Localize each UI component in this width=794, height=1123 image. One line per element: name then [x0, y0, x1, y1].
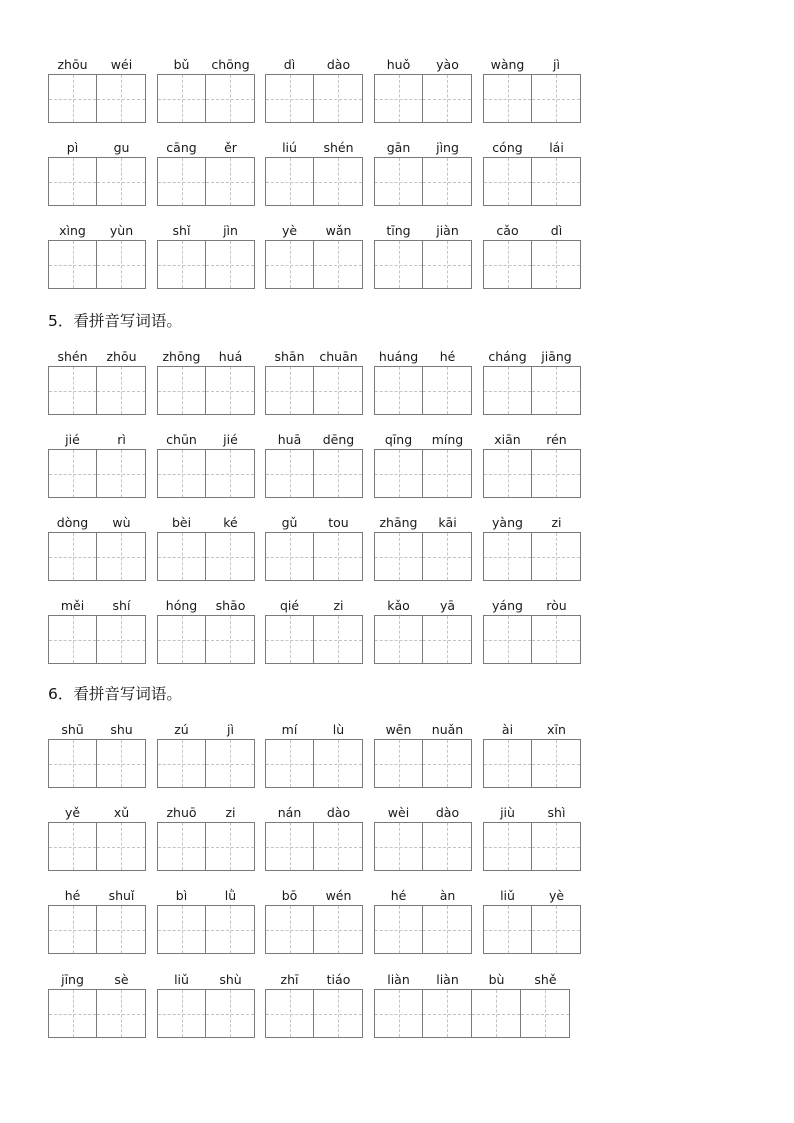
tianzige-cell[interactable] — [423, 905, 472, 954]
section-heading-2: 6．看拼音写词语。 — [48, 685, 182, 703]
pinyin-label: dòng — [56, 515, 89, 530]
tianzige-cell[interactable] — [97, 157, 146, 206]
pinyin-label: bō — [281, 888, 298, 903]
pinyin-label: yào — [436, 57, 459, 72]
pinyin-label: shù — [219, 972, 242, 987]
tianzige-cell[interactable] — [314, 532, 363, 581]
pinyin-label: wēn — [385, 722, 412, 737]
tianzige-cell[interactable] — [532, 532, 581, 581]
tianzige-cell[interactable] — [314, 157, 363, 206]
pinyin-label: zhōu — [106, 349, 137, 364]
pinyin-label: xìng — [59, 223, 86, 238]
pinyin-label: huā — [277, 432, 302, 447]
pinyin-label: hé — [439, 349, 456, 364]
tianzige-cell[interactable] — [157, 905, 206, 954]
tianzige-cell[interactable] — [423, 74, 472, 123]
pinyin-label: bù — [488, 972, 505, 987]
pinyin-label: shě — [534, 972, 557, 987]
pinyin-label: wéi — [110, 57, 133, 72]
tianzige-cell[interactable] — [157, 240, 206, 289]
tianzige-cell[interactable] — [532, 74, 581, 123]
tianzige-cell[interactable] — [265, 366, 314, 415]
pinyin-label: dào — [435, 805, 460, 820]
tianzige-cell[interactable] — [206, 615, 255, 664]
tianzige-cell[interactable] — [265, 822, 314, 871]
pinyin-label: liàn — [436, 972, 459, 987]
pinyin-label: hé — [64, 888, 81, 903]
pinyin-label: jié — [223, 432, 238, 447]
pinyin-label: kǎo — [387, 598, 410, 613]
tianzige-cell[interactable] — [532, 157, 581, 206]
pinyin-label: qié — [279, 598, 300, 613]
pinyin-label: bèi — [171, 515, 192, 530]
pinyin-label: shuǐ — [108, 888, 135, 903]
pinyin-label: zhōu — [57, 57, 88, 72]
tianzige-cell[interactable] — [206, 532, 255, 581]
tianzige-cell[interactable] — [314, 74, 363, 123]
pinyin-label: chōng — [211, 57, 250, 72]
pinyin-label: yáng — [492, 598, 523, 613]
tianzige-cell[interactable] — [314, 366, 363, 415]
pinyin-label: zhī — [280, 972, 299, 987]
pinyin-label: tīng — [386, 223, 411, 238]
tianzige-cell[interactable] — [483, 905, 532, 954]
tianzige-cell[interactable] — [483, 157, 532, 206]
tianzige-cell[interactable] — [157, 74, 206, 123]
tianzige-cell[interactable] — [48, 739, 97, 788]
tianzige-cell[interactable] — [483, 74, 532, 123]
tianzige-cell[interactable] — [423, 366, 472, 415]
tianzige-cell[interactable] — [157, 366, 206, 415]
pinyin-label: gǔ — [281, 515, 298, 530]
tianzige-cell[interactable] — [532, 449, 581, 498]
tianzige-cell[interactable] — [157, 449, 206, 498]
tianzige-cell[interactable] — [314, 989, 363, 1038]
pinyin-label: wàng — [490, 57, 525, 72]
tianzige-cell[interactable] — [483, 822, 532, 871]
pinyin-label: zi — [225, 805, 236, 820]
pinyin-label: cóng — [492, 140, 523, 155]
pinyin-label: zi — [333, 598, 344, 613]
tianzige-cell[interactable] — [48, 532, 97, 581]
tianzige-cell[interactable] — [374, 739, 423, 788]
tianzige-cell[interactable] — [265, 905, 314, 954]
tianzige-cell[interactable] — [157, 157, 206, 206]
tianzige-cell[interactable] — [532, 822, 581, 871]
tianzige-cell[interactable] — [48, 615, 97, 664]
pinyin-label: ěr — [224, 140, 237, 155]
tianzige-cell[interactable] — [97, 366, 146, 415]
pinyin-label: pì — [66, 140, 79, 155]
pinyin-label: bì — [175, 888, 188, 903]
pinyin-label: zi — [551, 515, 562, 530]
tianzige-cell[interactable] — [265, 157, 314, 206]
pinyin-label: dì — [550, 223, 563, 238]
tianzige-cell[interactable] — [423, 739, 472, 788]
tianzige-cell[interactable] — [97, 240, 146, 289]
pinyin-label: qīng — [384, 432, 413, 447]
pinyin-label: shǐ — [172, 223, 191, 238]
pinyin-label: lù — [332, 722, 345, 737]
tianzige-cell[interactable] — [157, 739, 206, 788]
pinyin-label: jiù — [500, 805, 515, 820]
tianzige-cell[interactable] — [97, 615, 146, 664]
tianzige-cell[interactable] — [206, 366, 255, 415]
pinyin-label: jì — [227, 722, 234, 737]
tianzige-cell[interactable] — [97, 74, 146, 123]
pinyin-label: dì — [283, 57, 296, 72]
tianzige-cell[interactable] — [374, 532, 423, 581]
pinyin-label: nuǎn — [431, 722, 464, 737]
pinyin-label: jiāng — [541, 349, 572, 364]
pinyin-label: tiáo — [326, 972, 351, 987]
tianzige-cell[interactable] — [472, 989, 521, 1038]
tianzige-cell[interactable] — [314, 905, 363, 954]
tianzige-cell[interactable] — [48, 989, 97, 1038]
tianzige-cell[interactable] — [374, 615, 423, 664]
pinyin-label: shāo — [215, 598, 246, 613]
tianzige-cell[interactable] — [483, 615, 532, 664]
pinyin-label: liú — [282, 140, 297, 155]
pinyin-label: yùn — [109, 223, 134, 238]
pinyin-label: shū — [61, 722, 84, 737]
tianzige-cell[interactable] — [97, 822, 146, 871]
tianzige-cell[interactable] — [265, 739, 314, 788]
pinyin-label: dào — [326, 805, 351, 820]
tianzige-cell[interactable] — [265, 240, 314, 289]
tianzige-cell[interactable] — [314, 615, 363, 664]
section-heading-1: 5．看拼音写词语。 — [48, 312, 182, 330]
pinyin-label: yě — [64, 805, 81, 820]
pinyin-label: cháng — [488, 349, 527, 364]
tianzige-cell[interactable] — [206, 240, 255, 289]
tianzige-cell[interactable] — [157, 532, 206, 581]
pinyin-label: gu — [113, 140, 130, 155]
pinyin-label: rì — [117, 432, 126, 447]
pinyin-label: huǒ — [386, 57, 411, 72]
pinyin-label: àn — [439, 888, 456, 903]
pinyin-label: jì — [553, 57, 560, 72]
pinyin-label: shu — [110, 722, 133, 737]
pinyin-label: ròu — [546, 598, 567, 613]
pinyin-label: nán — [277, 805, 302, 820]
tianzige-cell[interactable] — [314, 822, 363, 871]
tianzige-cell[interactable] — [48, 366, 97, 415]
tianzige-cell[interactable] — [206, 74, 255, 123]
tianzige-cell[interactable] — [48, 449, 97, 498]
pinyin-label: chuān — [319, 349, 358, 364]
tianzige-cell[interactable] — [532, 615, 581, 664]
pinyin-label: mí — [281, 722, 298, 737]
pinyin-label: jīng — [61, 972, 84, 987]
pinyin-label: wén — [325, 888, 352, 903]
tianzige-cell[interactable] — [423, 240, 472, 289]
pinyin-label: liǔ — [174, 972, 189, 987]
pinyin-label: shén — [57, 349, 88, 364]
pinyin-label: zhōng — [162, 349, 201, 364]
pinyin-label: míng — [431, 432, 464, 447]
pinyin-label: jié — [65, 432, 80, 447]
tianzige-cell[interactable] — [48, 240, 97, 289]
pinyin-label: zhuō — [166, 805, 197, 820]
tianzige-cell[interactable] — [374, 905, 423, 954]
pinyin-label: shì — [547, 805, 566, 820]
tianzige-cell[interactable] — [157, 989, 206, 1038]
tianzige-cell[interactable] — [314, 449, 363, 498]
pinyin-label: dào — [326, 57, 351, 72]
tianzige-cell[interactable] — [423, 157, 472, 206]
pinyin-label: hé — [390, 888, 407, 903]
tianzige-cell[interactable] — [265, 989, 314, 1038]
tianzige-cell[interactable] — [483, 240, 532, 289]
tianzige-cell[interactable] — [97, 532, 146, 581]
pinyin-label: liǔ — [500, 888, 515, 903]
pinyin-label: huáng — [378, 349, 419, 364]
pinyin-label: yè — [281, 223, 298, 238]
tianzige-cell[interactable] — [423, 989, 472, 1038]
tianzige-cell[interactable] — [265, 74, 314, 123]
tianzige-cell[interactable] — [374, 366, 423, 415]
tianzige-cell[interactable] — [97, 739, 146, 788]
tianzige-cell[interactable] — [206, 989, 255, 1038]
tianzige-cell[interactable] — [532, 739, 581, 788]
tianzige-cell[interactable] — [97, 449, 146, 498]
pinyin-label: xiān — [494, 432, 521, 447]
tianzige-cell[interactable] — [423, 822, 472, 871]
tianzige-cell[interactable] — [48, 822, 97, 871]
tianzige-cell[interactable] — [483, 366, 532, 415]
tianzige-cell[interactable] — [374, 989, 423, 1038]
pinyin-label: tou — [328, 515, 349, 530]
tianzige-cell[interactable] — [532, 240, 581, 289]
tianzige-cell[interactable] — [206, 449, 255, 498]
tianzige-cell[interactable] — [374, 74, 423, 123]
pinyin-label: wù — [112, 515, 131, 530]
pinyin-label: yā — [439, 598, 456, 613]
pinyin-label: xīn — [547, 722, 566, 737]
pinyin-label: lái — [549, 140, 564, 155]
pinyin-label: zhāng — [379, 515, 418, 530]
pinyin-label: shān — [274, 349, 305, 364]
tianzige-cell[interactable] — [374, 240, 423, 289]
pinyin-label: zú — [174, 722, 189, 737]
tianzige-cell[interactable] — [48, 157, 97, 206]
tianzige-cell[interactable] — [206, 905, 255, 954]
pinyin-label: shí — [112, 598, 131, 613]
pinyin-label: cǎo — [496, 223, 519, 238]
pinyin-label: dēng — [322, 432, 355, 447]
pinyin-label: huá — [218, 349, 243, 364]
pinyin-label: wèi — [387, 805, 410, 820]
tianzige-cell[interactable] — [374, 822, 423, 871]
tianzige-cell[interactable] — [532, 905, 581, 954]
tianzige-cell[interactable] — [314, 739, 363, 788]
tianzige-cell[interactable] — [206, 822, 255, 871]
tianzige-cell[interactable] — [532, 366, 581, 415]
pinyin-label: jìng — [436, 140, 459, 155]
tianzige-cell[interactable] — [97, 989, 146, 1038]
tianzige-cell[interactable] — [423, 532, 472, 581]
pinyin-label: yàng — [492, 515, 523, 530]
pinyin-label: bǔ — [173, 57, 190, 72]
tianzige-cell[interactable] — [265, 615, 314, 664]
pinyin-label: jìn — [223, 223, 238, 238]
pinyin-label: ài — [501, 722, 514, 737]
tianzige-cell[interactable] — [483, 532, 532, 581]
pinyin-label: gān — [386, 140, 411, 155]
tianzige-cell[interactable] — [265, 532, 314, 581]
pinyin-label: xǔ — [113, 805, 130, 820]
tianzige-cell[interactable] — [48, 905, 97, 954]
pinyin-label: hóng — [165, 598, 198, 613]
tianzige-cell[interactable] — [206, 157, 255, 206]
tianzige-cell[interactable] — [97, 905, 146, 954]
pinyin-label: yè — [548, 888, 565, 903]
pinyin-label: liàn — [387, 972, 410, 987]
pinyin-label: kāi — [438, 515, 457, 530]
pinyin-label: shén — [323, 140, 354, 155]
pinyin-label: ké — [223, 515, 238, 530]
tianzige-cell[interactable] — [483, 449, 532, 498]
pinyin-label: chūn — [166, 432, 197, 447]
pinyin-label: jiàn — [436, 223, 459, 238]
pinyin-label: wǎn — [325, 223, 352, 238]
tianzige-cell[interactable] — [521, 989, 570, 1038]
tianzige-cell[interactable] — [374, 449, 423, 498]
pinyin-label: měi — [60, 598, 85, 613]
tianzige-cell[interactable] — [265, 449, 314, 498]
pinyin-label: rén — [546, 432, 567, 447]
tianzige-cell[interactable] — [483, 739, 532, 788]
tianzige-cell[interactable] — [374, 157, 423, 206]
tianzige-cell[interactable] — [423, 615, 472, 664]
tianzige-cell[interactable] — [48, 74, 97, 123]
tianzige-cell[interactable] — [157, 615, 206, 664]
tianzige-cell[interactable] — [423, 449, 472, 498]
tianzige-cell[interactable] — [157, 822, 206, 871]
tianzige-cell[interactable] — [206, 739, 255, 788]
tianzige-cell[interactable] — [314, 240, 363, 289]
pinyin-label: lǜ — [224, 888, 237, 903]
pinyin-label: cāng — [166, 140, 197, 155]
pinyin-label: sè — [114, 972, 129, 987]
